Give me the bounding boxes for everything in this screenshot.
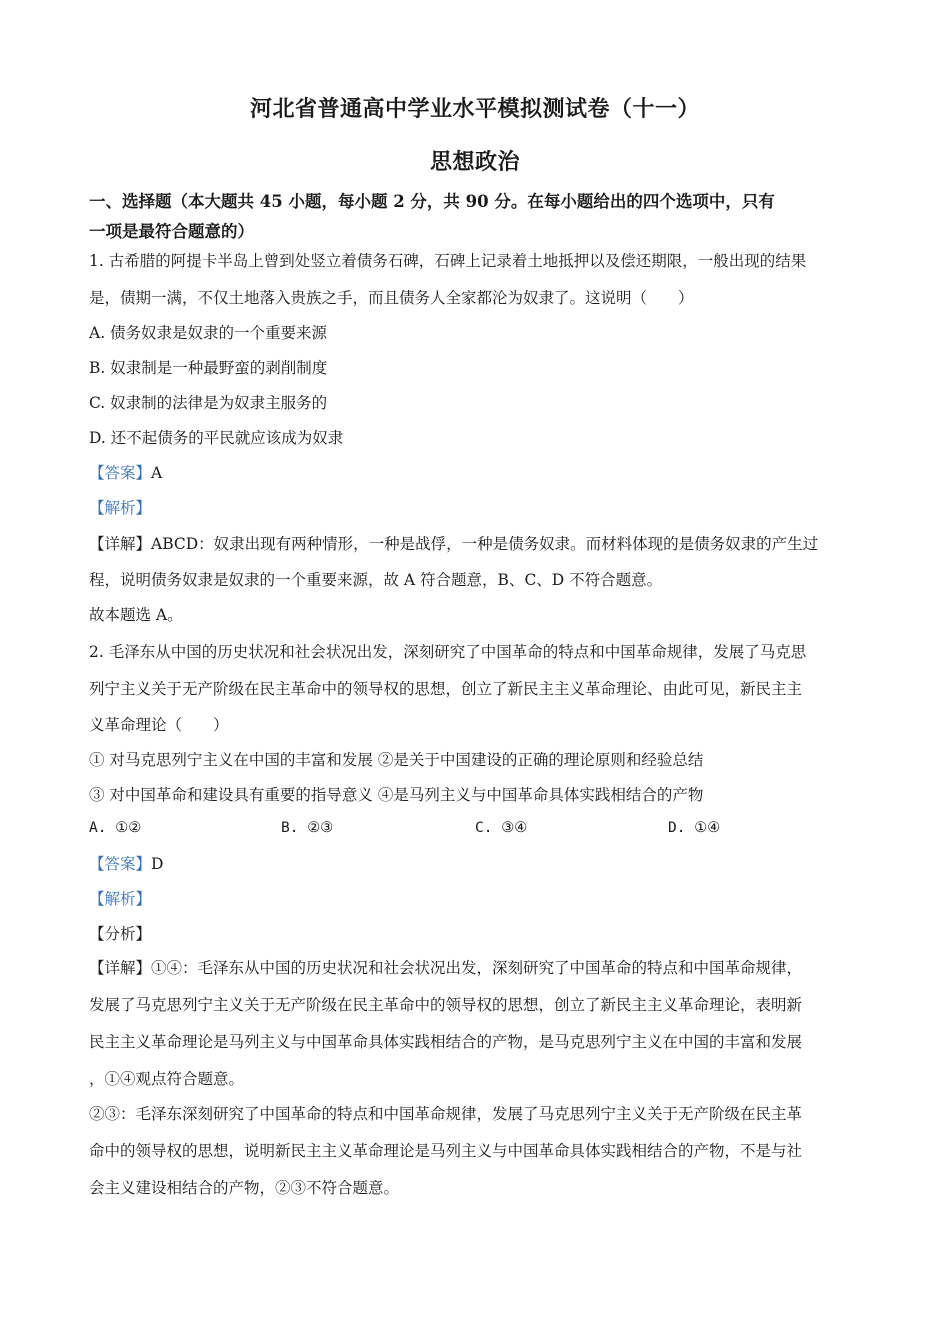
q2-detail-cont1: 发展了马克思列宁主义关于无产阶级在民主革命中的领导权的思想，创立了新民主主义革命理论，表明新 — [89, 996, 803, 1014]
detail-text: ①④：毛泽东从中国的历史状况和社会状况出发，深刻研究了中国革命的特点和中国革命规律， — [151, 959, 803, 977]
q1-stem: 1. 古希腊的阿提卡半岛上曾到处竖立着债务石碑，石碑上记录着土地抵押以及偿还期限，一般出现的结果 — [89, 252, 807, 270]
q2-option-d: D. ①④ — [668, 820, 721, 836]
q1-answer — [89, 463, 859, 483]
q1-option-c: C. 奴隶制的法律是为奴隶主服务的 — [89, 394, 328, 412]
answer-value: D — [151, 855, 164, 873]
q2-detail — [89, 958, 859, 978]
detail-label: 【详解】 — [89, 959, 152, 977]
q2-stem: 2. 毛泽东从中国的历史状况和社会状况出发，深刻研究了中国革命的特点和中国革命规律，发展了马克思 — [89, 643, 807, 661]
q2-items-34: ③ 对中国革命和建设具有重要的指导意义 ④是马列主义与中国革命具体实践相结合的产物 — [89, 786, 704, 804]
q2-option-c: C. ③④ — [475, 820, 528, 836]
subject-title: 思想政治 — [429, 149, 520, 175]
q2-stem-cont: 列宁主义关于无产阶级在民主革命中的领导权的思想，创立了新民主主义革命理论、由此可见，新民主主 — [89, 680, 803, 698]
section-heading: 一、选择题（本大题共 45 小题，每小题 2 分，共 90 分。在每小题给出的四个选项中，只有 — [89, 192, 775, 211]
detail-label: 【详解】 — [89, 535, 152, 553]
detail-text: ABCD：奴隶出现有两种情形，一种是战俘，一种是债务奴隶。而材料体现的是债务奴隶的产生过 — [151, 535, 819, 553]
q2-detail-cont2: 民主主义革命理论是马列主义与中国革命具体实践相结合的产物，是马克思列宁主义在中国的丰富和发展 — [89, 1033, 803, 1051]
q1-conclusion: 故本题选 A。 — [89, 606, 183, 624]
q2-stem-cont2: 义革命理论（ ） — [89, 716, 229, 734]
exam-title: 河北省普通高中学业水平模拟测试卷（十一） — [249, 96, 700, 122]
q2-fenxi-label: 【分析】 — [89, 925, 152, 943]
q1-detail-cont: 程，说明债务奴隶是奴隶的一个重要来源，故 A 符合题意，B、C、D 不符合题意。 — [89, 571, 663, 589]
answer-value: A — [151, 464, 163, 482]
q1-analysis-label: 【解析】 — [89, 499, 152, 517]
q1-option-b: B. 奴隶制是一种最野蛮的剥削制度 — [89, 359, 328, 377]
answer-label: 【答案】 — [89, 464, 152, 482]
q2-items-12: ① 对马克思列宁主义在中国的丰富和发展 ②是关于中国建设的正确的理论原则和经验总结 — [89, 751, 704, 769]
answer-label: 【答案】 — [89, 855, 152, 873]
q1-option-a: A. 债务奴隶是奴隶的一个重要来源 — [89, 324, 328, 342]
q2-option-a: A. ①② — [89, 820, 142, 836]
section-heading-cont: 一项是最符合题意的） — [89, 222, 254, 241]
q2-detail-cont3: ，①④观点符合题意。 — [89, 1070, 245, 1088]
q2-detail-cont6: 会主义建设相结合的产物，②③不符合题意。 — [89, 1179, 400, 1197]
q1-detail — [89, 534, 859, 554]
q2-detail-cont4: ②③：毛泽东深刻研究了中国革命的特点和中国革命规律，发展了马克思列宁主义关于无产阶级在民主革 — [89, 1105, 803, 1123]
q1-option-d: D. 还不起债务的平民就应该成为奴隶 — [89, 429, 344, 447]
q2-detail-cont5: 命中的领导权的思想，说明新民主主义革命理论是马列主义与中国革命具体实践相结合的产物，不是与社 — [89, 1142, 803, 1160]
q2-analysis-label: 【解析】 — [89, 890, 152, 908]
q1-stem-cont: 是，债期一满，不仅土地落入贵族之手，而且债务人全家都沦为奴隶了。这说明（ ） — [89, 289, 694, 307]
q2-option-b: B. ②③ — [281, 820, 334, 836]
q2-answer — [89, 854, 859, 874]
